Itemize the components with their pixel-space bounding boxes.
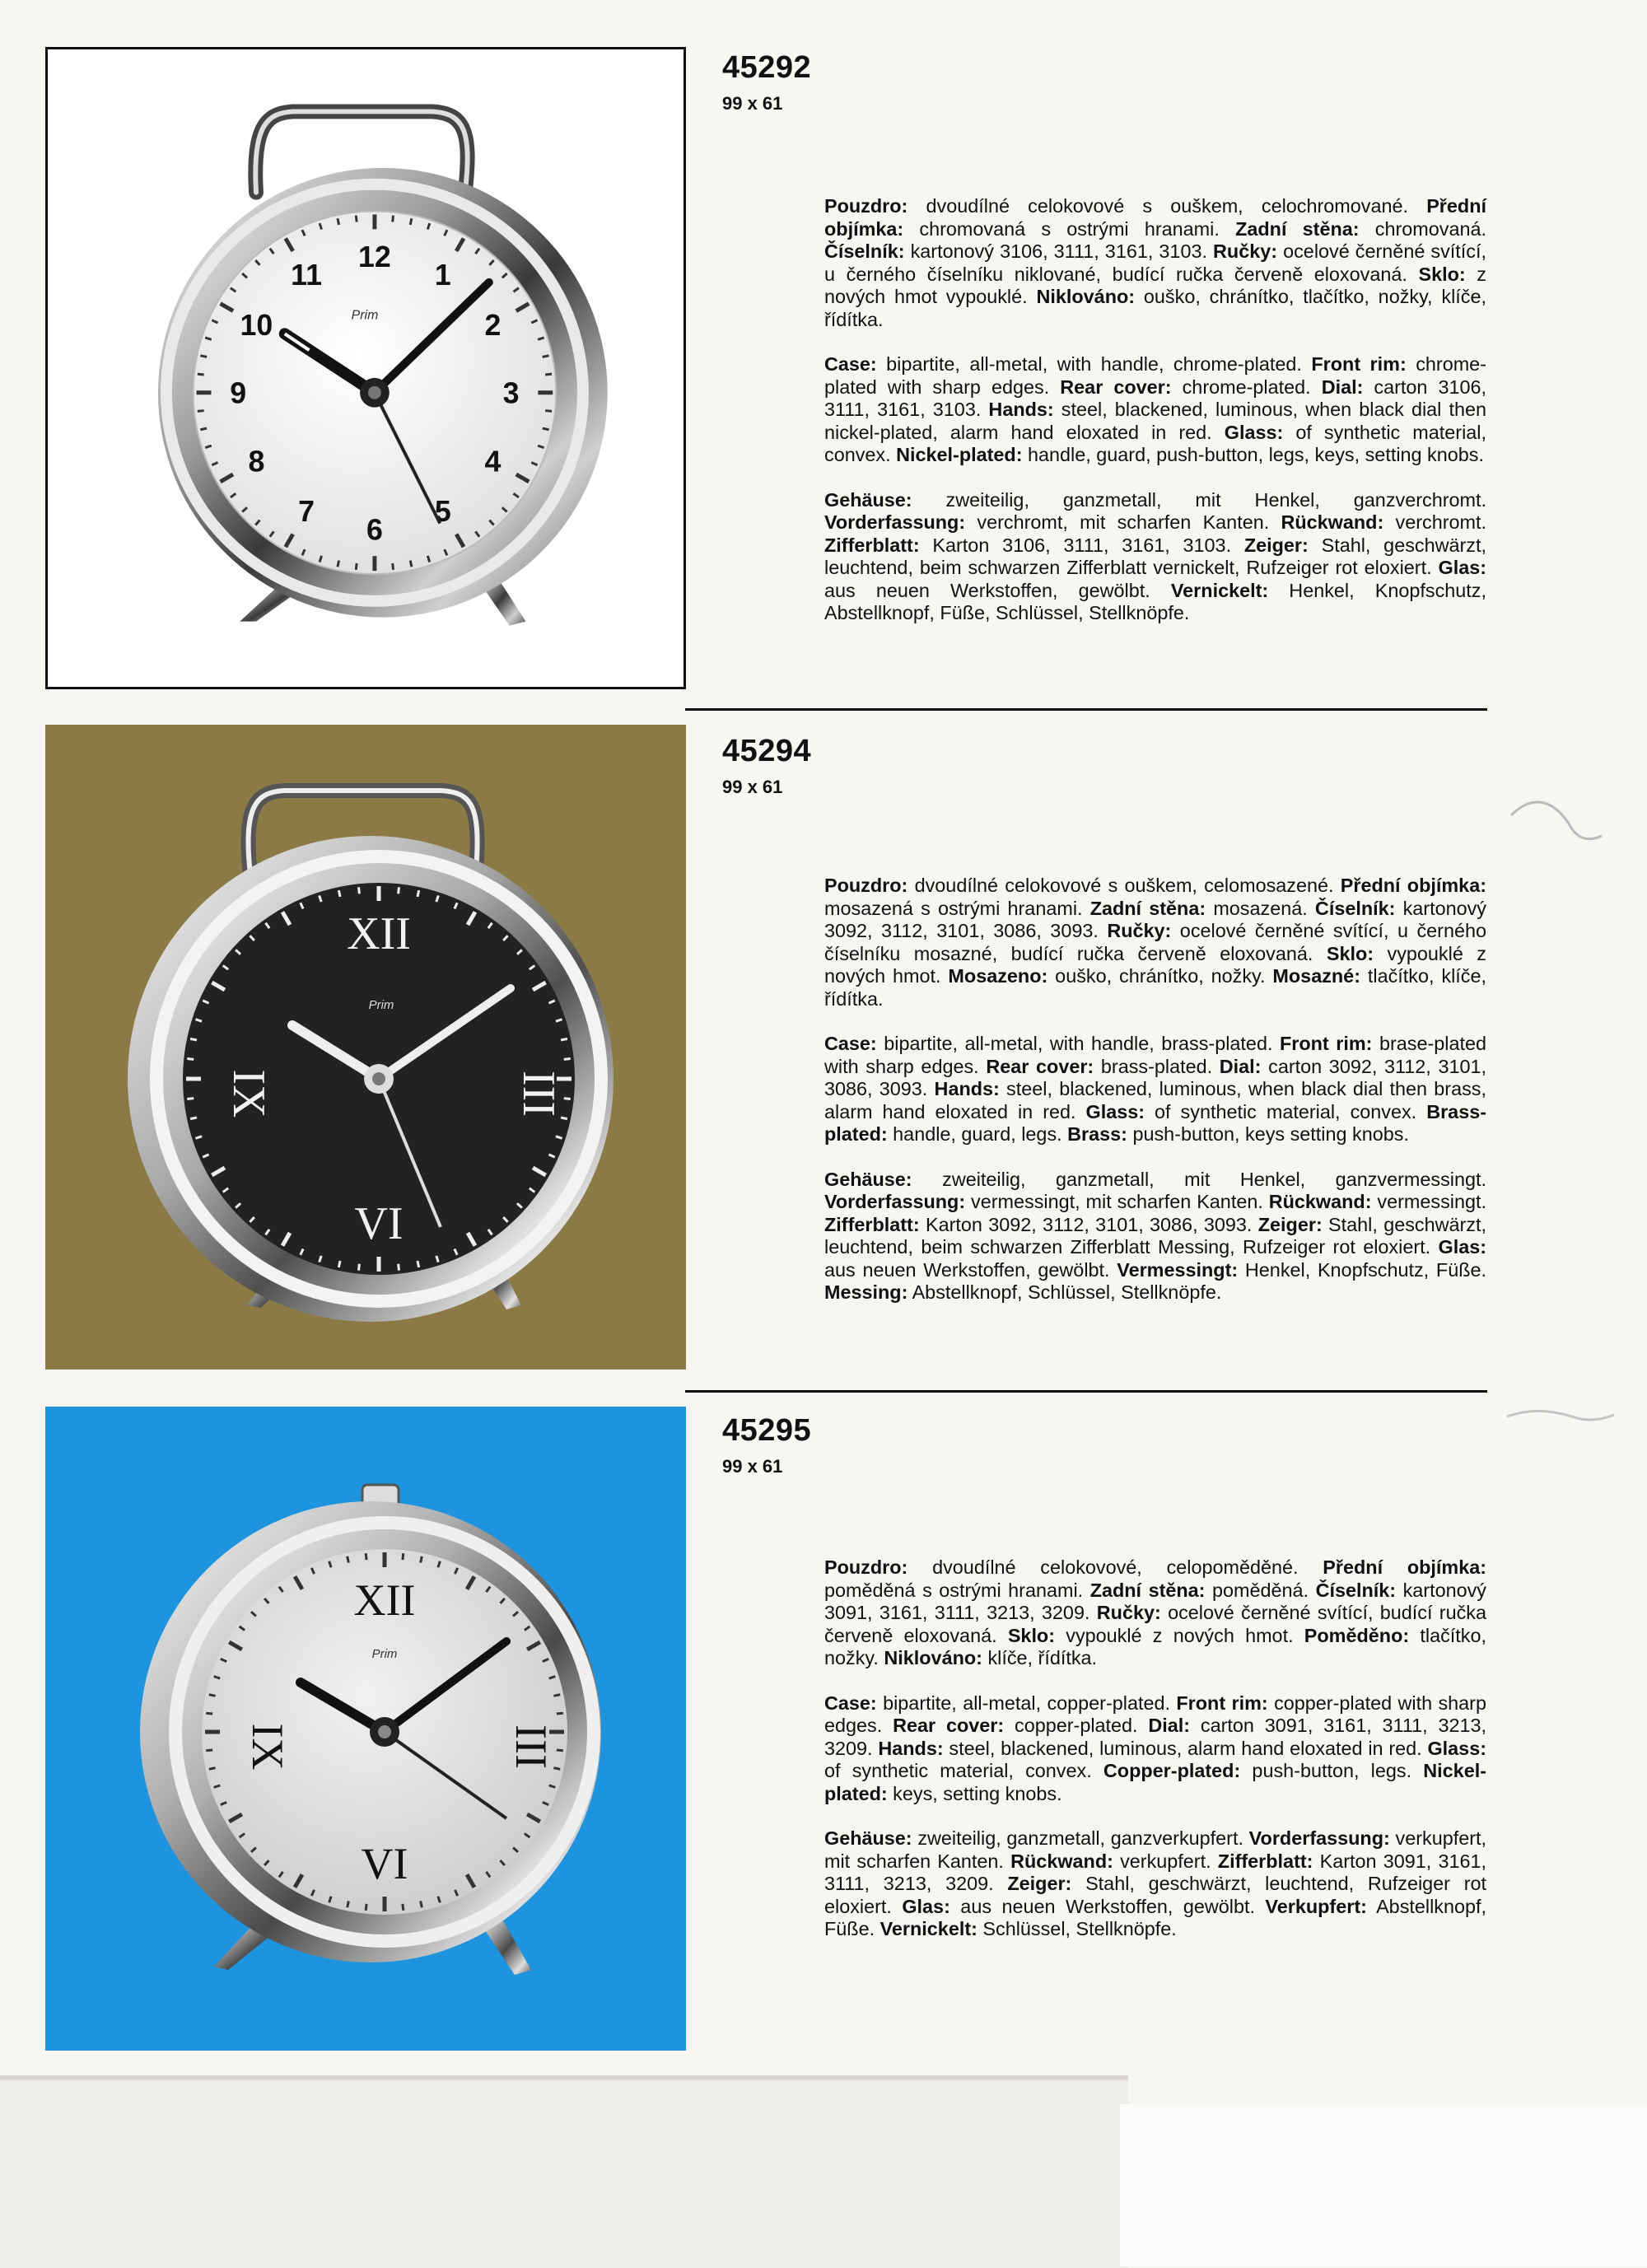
product-photo-45294 bbox=[45, 725, 686, 1370]
spec-text: chrome-plated with sharp edges. bbox=[824, 353, 1486, 398]
spec-label: Sklo: bbox=[1418, 263, 1466, 285]
description-paragraph bbox=[824, 489, 1486, 625]
dial-numeral: 8 bbox=[248, 445, 265, 478]
spec-text: copper-plated with sharp edges. bbox=[824, 1692, 1486, 1736]
spec-label: Glas: bbox=[1438, 1236, 1486, 1258]
spec-label: Dial: bbox=[1148, 1715, 1191, 1736]
spec-text: bipartite, all-metal, copper-plated. bbox=[876, 1692, 1177, 1714]
spec-label: Mosazné: bbox=[1272, 965, 1360, 987]
dial-numeral: XII bbox=[347, 908, 411, 959]
dial-tick bbox=[393, 216, 394, 222]
spec-text: Abstellknopf, Füße. bbox=[824, 1895, 1487, 1939]
spec-label: Sklo: bbox=[1007, 1624, 1056, 1646]
spec-label: Pouzdro: bbox=[824, 1556, 908, 1578]
alarm-clock-illustration bbox=[45, 1407, 686, 2051]
spec-text: ouško, chránítko, tlačítko, nožky, klíče, řídítka. bbox=[824, 286, 1486, 330]
dial-tick bbox=[421, 1556, 422, 1563]
spec-text: carton 3092, 3112, 3101, 3086, 3093. bbox=[824, 1055, 1486, 1099]
dial-tick bbox=[206, 1750, 212, 1751]
product-description bbox=[824, 1556, 1486, 1963]
spec-text: chromovaná. bbox=[1359, 217, 1486, 240]
spec-label: Glas: bbox=[902, 1895, 950, 1917]
spec-label: Niklováno: bbox=[884, 1647, 982, 1668]
spec-text: kartonový 3106, 3111, 3161, 3103. bbox=[904, 240, 1214, 262]
spec-label: Rückwand: bbox=[1281, 511, 1384, 533]
spec-text: poměděná s ostrými hranami. bbox=[824, 1579, 1090, 1601]
spec-text: Henkel, Knopfschutz, Füße. bbox=[1238, 1258, 1486, 1281]
spec-text: vermessingt. bbox=[1371, 1191, 1486, 1212]
spec-text: brase-plated with sharp edges. bbox=[824, 1033, 1486, 1077]
spec-label: Přední objímka: bbox=[1340, 875, 1486, 896]
brand-logo: Prim bbox=[368, 998, 394, 1012]
spec-text: Karton 3091, 3161, 3111, 3213, 3209. bbox=[824, 1850, 1487, 1894]
spec-label: Rear cover: bbox=[986, 1055, 1094, 1077]
spec-text: vypouklé z nových hmot. bbox=[824, 942, 1486, 987]
dial-numeral: 9 bbox=[230, 376, 247, 410]
dial-tick bbox=[187, 1059, 194, 1060]
spec-label: Front rim: bbox=[1279, 1033, 1373, 1054]
spec-label: Dial: bbox=[1219, 1055, 1262, 1077]
spec-text: Karton 3106, 3111, 3161, 3103. bbox=[919, 534, 1244, 556]
spec-text: Karton 3092, 3112, 3101, 3086, 3093. bbox=[919, 1213, 1258, 1235]
spec-label: Zifferblatt: bbox=[824, 534, 920, 556]
spec-label: Nickel-plated: bbox=[824, 1760, 1486, 1804]
section-divider bbox=[685, 708, 1487, 711]
spec-label: Front rim: bbox=[1311, 353, 1407, 375]
model-size: 99 x 61 bbox=[722, 93, 783, 114]
spec-text: chrome-plated. bbox=[1171, 376, 1322, 398]
page-fold-mark bbox=[1503, 1400, 1618, 1433]
dial-tick bbox=[561, 1038, 567, 1040]
spec-text: of synthetic material, convex. bbox=[1145, 1100, 1427, 1122]
description-paragraph bbox=[824, 195, 1486, 331]
spec-label: Gehäuse: bbox=[824, 1168, 912, 1190]
alarm-clock-illustration bbox=[45, 725, 686, 1370]
spec-text: Schlüssel, Stellknöpfe. bbox=[977, 1918, 1177, 1939]
dial-tick bbox=[190, 1038, 197, 1040]
dial-numeral: 7 bbox=[298, 495, 315, 529]
spec-label: Pouzdro: bbox=[824, 875, 908, 896]
spec-text: kartonový 3092, 3112, 3101, 3086, 3093. bbox=[824, 897, 1487, 941]
spec-text: zweiteilig, ganzmetall, mit Henkel, ganzverchromt. bbox=[912, 488, 1486, 511]
dial-tick bbox=[553, 1695, 560, 1696]
spec-text: handle, guard, push-button, legs, keys, setting knobs. bbox=[1022, 444, 1484, 465]
description-paragraph bbox=[824, 1692, 1486, 1806]
dial-tick bbox=[190, 1118, 197, 1119]
dial-tick bbox=[198, 374, 204, 375]
dial-numeral: 11 bbox=[291, 259, 322, 292]
spec-label: Zifferblatt: bbox=[824, 1213, 920, 1235]
dial-numeral: 2 bbox=[484, 308, 502, 342]
spec-text: verkupfert. bbox=[1113, 1850, 1218, 1872]
spec-label: Vermessingt: bbox=[1117, 1258, 1239, 1281]
spec-text: carton 3091, 3161, 3111, 3213, 3209. bbox=[824, 1715, 1486, 1759]
spec-label: Přední objímka: bbox=[824, 195, 1486, 240]
section-divider bbox=[685, 1390, 1487, 1393]
model-number: 45292 bbox=[722, 50, 812, 85]
spec-label: Gehäuse: bbox=[824, 1827, 912, 1849]
brand-logo: Prim bbox=[371, 1647, 398, 1661]
spec-label: Brass-plated: bbox=[824, 1100, 1486, 1145]
spec-text: mosazená. bbox=[1206, 897, 1315, 919]
spec-text: steel, blackened, luminous, alarm hand eloxated in red. bbox=[943, 1737, 1428, 1759]
spec-text: verkupfert, mit scharfen Kanten. bbox=[824, 1827, 1487, 1872]
spec-label: Zeiger: bbox=[1007, 1873, 1072, 1894]
spec-text: verchromt, mit scharfen Kanten. bbox=[965, 511, 1281, 533]
spec-label: Glas: bbox=[1438, 557, 1486, 578]
dial-tick bbox=[403, 1904, 404, 1911]
spec-text: ouško, chránítko, nožky. bbox=[1047, 965, 1273, 987]
dial-numeral: IX bbox=[223, 1069, 274, 1118]
spec-text: Henkel, Knopfschutz, Abstellknopf, Füße, Schlüssel, Stellknöpfe. bbox=[824, 579, 1486, 623]
dial-tick bbox=[209, 1695, 216, 1696]
description-paragraph bbox=[824, 875, 1486, 1010]
spec-label: Case: bbox=[824, 1692, 877, 1714]
spec-label: Zifferblatt: bbox=[1217, 1850, 1313, 1872]
dial-tick bbox=[410, 561, 412, 567]
spec-text: klíče, řídítka. bbox=[982, 1647, 1098, 1668]
dial-tick bbox=[557, 1750, 563, 1751]
dial-tick bbox=[206, 1713, 212, 1714]
spec-text: tlačítko, nožky. bbox=[824, 1624, 1486, 1668]
spec-text: dvoudílné celokovové, celopoměděné. bbox=[907, 1556, 1323, 1578]
spec-label: Case: bbox=[824, 353, 877, 375]
spec-text: Stahl, geschwärzt, leuchtend, beim schwarzen Zifferblatt Messing, Rufzeiger rot eloxiert. bbox=[824, 1213, 1486, 1258]
spec-text: bipartite, all-metal, with handle, brass-plated. bbox=[876, 1033, 1280, 1054]
spec-text: bipartite, all-metal, with handle, chrome-plated. bbox=[876, 353, 1312, 375]
model-size: 99 x 61 bbox=[722, 777, 783, 797]
spec-text: steel, blackened, luminous, when black dial then nickel-plated, alarm hand eloxated in red. bbox=[824, 399, 1486, 443]
spec-label: Vorderfassung: bbox=[824, 1191, 966, 1212]
model-header bbox=[722, 49, 811, 115]
product-photo-45292 bbox=[45, 47, 686, 689]
spec-text: carton 3106, 3111, 3161, 3103. bbox=[824, 376, 1487, 420]
spec-text: aus neuen Werkstoffen, gewölbt. bbox=[824, 579, 1171, 601]
spec-text: chromovaná s ostrými hranami. bbox=[903, 217, 1236, 240]
dial-tick bbox=[359, 1264, 360, 1271]
brand-logo: Prim bbox=[351, 308, 379, 323]
dial-numeral: III bbox=[506, 1724, 556, 1769]
spec-label: Vernickelt: bbox=[1170, 579, 1269, 601]
dial-tick bbox=[545, 411, 552, 412]
product-description bbox=[824, 195, 1486, 647]
description-paragraph bbox=[824, 1556, 1486, 1670]
dial-numeral: 5 bbox=[434, 495, 451, 529]
spec-label: Front rim: bbox=[1176, 1692, 1268, 1714]
spec-text: ocelové černěné svítící, u černého číselníku mosazné, budící ručka červeně eloxovaná. bbox=[824, 920, 1486, 964]
spec-label: Glass: bbox=[1427, 1737, 1486, 1759]
spec-label: Messing: bbox=[824, 1281, 908, 1303]
spec-label: Dial: bbox=[1321, 376, 1364, 398]
spec-label: Glass: bbox=[1224, 421, 1284, 443]
dial-tick bbox=[421, 1901, 422, 1907]
spec-label: Ručky: bbox=[1213, 240, 1278, 262]
spec-label: Sklo: bbox=[1326, 942, 1374, 964]
dial-tick bbox=[564, 1059, 571, 1060]
spec-text: mosazená s ostrými hranami. bbox=[824, 897, 1090, 919]
spec-text: steel, blackened, luminous, when black dial then brass, alarm hand eloxated in red. bbox=[824, 1078, 1486, 1122]
dial-tick bbox=[418, 1261, 419, 1267]
product-description bbox=[824, 875, 1486, 1327]
dial-numeral: 4 bbox=[484, 445, 502, 478]
spec-text: Stahl, geschwärzt, leuchtend, Rufzeiger rot eloxiert. bbox=[824, 1873, 1487, 1917]
description-paragraph bbox=[824, 1827, 1486, 1941]
dial-tick bbox=[561, 1118, 567, 1119]
spec-text: vypouklé z nových hmot. bbox=[1055, 1624, 1304, 1646]
spec-text: brass-plated. bbox=[1094, 1055, 1220, 1077]
dial-numeral: XII bbox=[353, 1575, 416, 1625]
spec-label: Ručky: bbox=[1096, 1602, 1161, 1623]
dial-numeral: 3 bbox=[502, 376, 520, 410]
dial-numeral: IX bbox=[243, 1723, 292, 1771]
spec-label: Číselník: bbox=[1314, 897, 1396, 919]
description-paragraph bbox=[824, 1033, 1486, 1146]
spec-label: Zadní stěna: bbox=[1089, 1579, 1206, 1601]
dial-numeral: VI bbox=[361, 1839, 408, 1888]
page-bottom-edge bbox=[0, 2075, 1128, 2268]
spec-text: handle, guard, legs. bbox=[887, 1123, 1068, 1145]
dial-tick bbox=[418, 890, 419, 897]
dial-numeral: 6 bbox=[366, 513, 383, 547]
spec-label: Zeiger: bbox=[1257, 1213, 1323, 1235]
spec-text: zweiteilig, ganzmetall, ganzverkupfert. bbox=[912, 1827, 1249, 1849]
spec-label: Verkupfert: bbox=[1265, 1895, 1367, 1917]
spec-text: of synthetic material, convex. bbox=[824, 421, 1486, 465]
dial-tick bbox=[338, 1261, 340, 1267]
dial-tick bbox=[200, 356, 207, 357]
dial-numeral: VI bbox=[354, 1198, 404, 1249]
spec-text: poměděná. bbox=[1205, 1579, 1316, 1601]
spec-label: Číselník: bbox=[1315, 1579, 1397, 1601]
dial-numeral: 10 bbox=[240, 308, 273, 342]
dial-numeral: III bbox=[513, 1071, 564, 1117]
dial-tick bbox=[209, 1768, 216, 1770]
spec-label: Brass: bbox=[1067, 1123, 1127, 1145]
spec-label: Hands: bbox=[988, 399, 1054, 420]
spec-label: Zadní stěna: bbox=[1235, 217, 1360, 240]
dial-numeral: 1 bbox=[434, 259, 451, 292]
spec-label: Pouzdro: bbox=[824, 195, 908, 217]
dial-numeral: 12 bbox=[358, 240, 391, 273]
description-paragraph bbox=[824, 1169, 1486, 1304]
spec-label: Vorderfassung: bbox=[824, 511, 966, 533]
spec-text: dvoudílné celokovové s ouškem, celomosazené. bbox=[907, 875, 1341, 896]
model-number: 45295 bbox=[722, 1413, 812, 1448]
model-size: 99 x 61 bbox=[722, 1456, 783, 1477]
spec-text: verchromt. bbox=[1383, 511, 1486, 533]
product-photo-45295 bbox=[45, 1407, 686, 2051]
spec-label: Rückwand: bbox=[1268, 1191, 1372, 1212]
dial-tick bbox=[338, 561, 339, 567]
spec-label: Zeiger: bbox=[1243, 534, 1309, 556]
spec-text: Stahl, geschwärzt, leuchtend, beim schwarzen Zifferblatt vernickelt, Rufzeiger rot eloxiert. bbox=[824, 534, 1486, 578]
spec-label: Rear cover: bbox=[1060, 376, 1172, 398]
dial-tick bbox=[393, 563, 394, 570]
spec-label: Nickel-plated: bbox=[896, 444, 1023, 465]
dial-tick bbox=[338, 218, 339, 225]
spec-text: copper-plated. bbox=[1004, 1715, 1149, 1736]
spec-text: keys, setting knobs. bbox=[887, 1782, 1062, 1804]
spec-label: Hands: bbox=[878, 1737, 944, 1759]
spec-label: Hands: bbox=[934, 1078, 1000, 1099]
alarm-clock-illustration bbox=[48, 49, 684, 687]
model-number: 45294 bbox=[722, 734, 812, 768]
spec-label: Copper-plated: bbox=[1103, 1760, 1241, 1781]
spec-text: zweiteilig, ganzmetall, mit Henkel, ganzvermessingt. bbox=[912, 1168, 1486, 1190]
dial-tick bbox=[403, 1553, 404, 1560]
dial-tick bbox=[359, 887, 360, 894]
spec-label: Číselník: bbox=[824, 240, 905, 262]
spec-label: Mosazeno: bbox=[948, 965, 1048, 987]
spec-label: Vernickelt: bbox=[879, 1918, 977, 1939]
dial-tick bbox=[543, 356, 549, 357]
model-header bbox=[722, 1412, 811, 1478]
dial-tick bbox=[356, 563, 357, 570]
spec-text: aus neuen Werkstoffen, gewölbt. bbox=[949, 1895, 1266, 1917]
spec-text: Abstellknopf, Schlüssel, Stellknöpfe. bbox=[907, 1281, 1222, 1303]
spec-label: Rear cover: bbox=[893, 1715, 1005, 1736]
dial-tick bbox=[338, 890, 340, 897]
spec-text: tlačítko, klíče, řídítka. bbox=[824, 965, 1486, 1010]
dial-tick bbox=[348, 1901, 349, 1907]
dial-tick bbox=[198, 411, 204, 412]
dial-tick bbox=[543, 428, 549, 430]
spec-text: dvoudílné celokovové s ouškem, celochromované. bbox=[907, 195, 1427, 217]
page-fold-mark bbox=[1507, 791, 1606, 856]
spec-text: ocelové černěné svítící, u černého číselníku niklované, budící ručka červeně eloxovaná. bbox=[824, 240, 1486, 285]
dial-tick bbox=[557, 1713, 563, 1714]
spec-label: Rückwand: bbox=[1010, 1850, 1113, 1872]
spec-text: push-button, legs. bbox=[1240, 1760, 1424, 1781]
spec-label: Poměděno: bbox=[1304, 1624, 1410, 1646]
spec-text: ocelové černěné svítící, budící ručka červeně eloxovaná. bbox=[824, 1602, 1486, 1646]
spec-text: vermessingt, mit scharfen Kanten. bbox=[965, 1191, 1269, 1212]
dial-tick bbox=[200, 428, 207, 430]
spec-text: z nových hmot vypouklé. bbox=[824, 263, 1486, 307]
spec-text: aus neuen Werkstoffen, gewölbt. bbox=[824, 1258, 1117, 1281]
spec-label: Glass: bbox=[1085, 1100, 1145, 1122]
spec-label: Case: bbox=[824, 1033, 877, 1054]
spec-label: Gehäuse: bbox=[824, 488, 912, 511]
spec-label: Vorderfassung: bbox=[1248, 1827, 1390, 1849]
dial-tick bbox=[410, 218, 412, 225]
model-header bbox=[722, 733, 811, 799]
dial-tick bbox=[356, 216, 357, 222]
paper-stub bbox=[1120, 2104, 1647, 2266]
spec-label: Niklováno: bbox=[1036, 286, 1136, 307]
spec-label: Zadní stěna: bbox=[1089, 897, 1206, 919]
spec-text: push-button, keys setting knobs. bbox=[1127, 1123, 1409, 1145]
spec-text: kartonový 3091, 3161, 3111, 3213, 3209. bbox=[824, 1579, 1487, 1623]
dial-tick bbox=[545, 374, 552, 375]
spec-text: of synthetic material, convex. bbox=[824, 1760, 1103, 1781]
description-paragraph bbox=[824, 353, 1486, 467]
dial-tick bbox=[348, 1556, 349, 1563]
spec-label: Přední objímka: bbox=[1323, 1556, 1486, 1578]
spec-label: Ručky: bbox=[1107, 920, 1172, 941]
